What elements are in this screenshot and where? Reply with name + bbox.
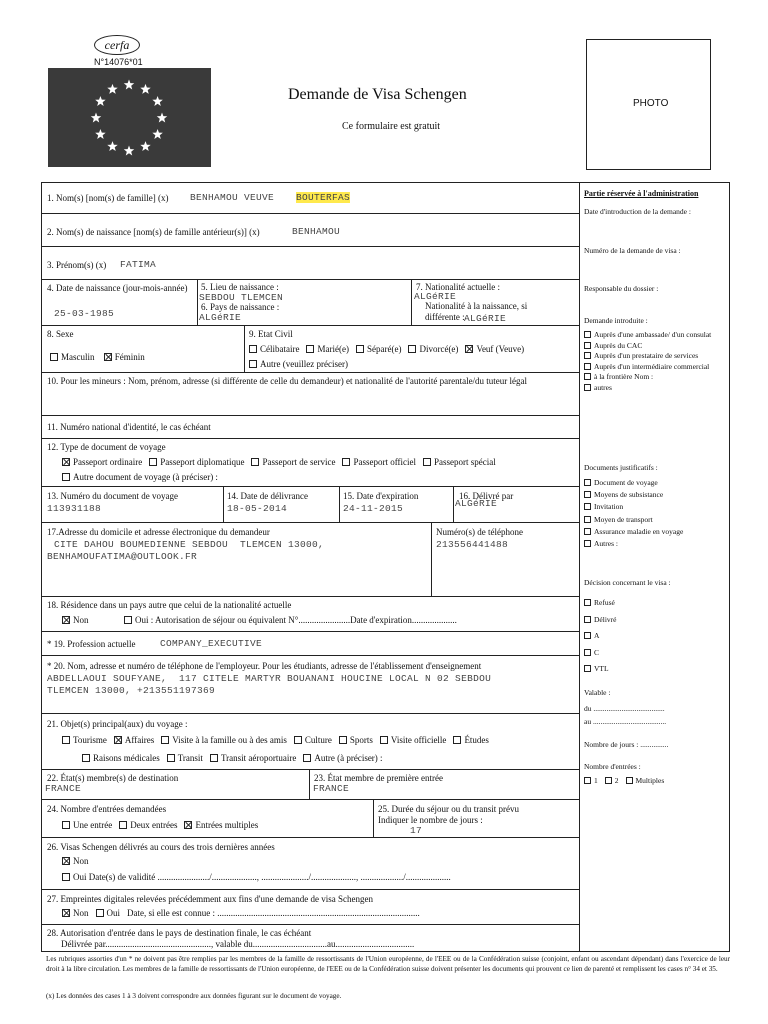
visas-yes-label: Oui Date(s) de validité ......................./...................., ...................../...................., .................../....................	[73, 872, 451, 882]
docs-insurance-option[interactable]	[584, 526, 683, 538]
sex-male-checkbox[interactable]	[50, 353, 58, 361]
admin-au: au .......................................	[584, 717, 667, 726]
decision-a-option[interactable]	[584, 628, 617, 645]
field-16-value[interactable]: ALGéRIE	[455, 498, 498, 509]
field-22-label: 22. État(s) membre(s) de destination	[47, 773, 179, 783]
cerfa-logo	[94, 35, 140, 55]
intro-cac-option[interactable]	[584, 341, 724, 352]
docs-travel-checkbox[interactable]	[584, 479, 591, 486]
admin-entrees-options	[584, 776, 671, 785]
docs-travel-option[interactable]	[584, 477, 683, 489]
civil-options	[249, 344, 531, 354]
field-13-label: 13. Numéro du document de voyage	[47, 491, 178, 501]
entries-double-option[interactable]	[119, 820, 177, 830]
doc-official-checkbox[interactable]	[342, 458, 350, 466]
purpose-options	[62, 735, 489, 745]
intro-embassy-option[interactable]	[584, 330, 724, 341]
fingerprints-yes-label: Oui	[106, 908, 120, 918]
docs-other-label: Autres :	[594, 539, 618, 549]
admin-nb-jours: Nombre de jours : ...............	[584, 740, 669, 749]
star-icon	[157, 113, 167, 123]
intro-other-label: autres	[594, 382, 612, 392]
field-17-value-line1[interactable]: CITE DAHOU BOUMEDIENNE SEBDOU TLEMCEN 13000,	[54, 539, 325, 550]
row-field-28	[42, 925, 580, 952]
purpose-family-option[interactable]	[161, 735, 287, 745]
doc-ordinary-label: Passeport ordinaire	[73, 457, 143, 467]
row-field-24-25	[42, 800, 580, 838]
admin-valable: Valable :	[584, 688, 611, 697]
photo-label: PHOTO	[633, 98, 669, 109]
field-23-label: 23. État membre de première entrée	[314, 773, 443, 783]
intro-embassy-checkbox[interactable]	[584, 331, 591, 338]
purpose-transit-label: Transit	[177, 753, 203, 763]
field-8-label: 8. Sexe	[47, 329, 74, 339]
residence-yes-checkbox[interactable]	[124, 616, 132, 624]
star-icon	[95, 129, 105, 139]
decision-a-checkbox[interactable]	[584, 632, 591, 639]
field-1-label: 1. Nom(s) [nom(s) de famille] (x)	[47, 193, 169, 203]
field-24-label: 24. Nombre d'entrées demandées	[47, 804, 167, 814]
docs-invitation-checkbox[interactable]	[584, 503, 591, 510]
purpose-family-label: Visite à la famille ou à des amis	[172, 735, 287, 745]
eu-flag	[48, 68, 211, 167]
field-12-label: 12. Type de document de voyage	[47, 442, 166, 452]
intro-border-checkbox[interactable]	[584, 373, 591, 380]
residence-yes-option[interactable]	[124, 615, 457, 625]
decision-refused-option[interactable]	[584, 595, 617, 612]
entrees-multi-option[interactable]	[626, 776, 665, 785]
purpose-sports-checkbox[interactable]	[339, 736, 347, 744]
entries-options	[62, 820, 265, 830]
star-icon	[107, 141, 117, 151]
visas-no-checkbox[interactable]	[62, 857, 70, 865]
admin-num-demande: Numéro de la demande de visa :	[584, 246, 681, 255]
admin-nb-entrees: Nombre d'entrées :	[584, 762, 641, 771]
purpose-culture-option[interactable]	[294, 735, 332, 745]
entrees-two-checkbox[interactable]	[605, 777, 612, 784]
star-icon	[107, 84, 117, 94]
field-6-value[interactable]: ALGéRIE	[199, 312, 242, 323]
field-20-label: * 20. Nom, adresse et numéro de téléphone de l'employeur. Pour les étudiants, adresse de l'établissement d'enseignement	[47, 661, 482, 671]
field-2-value[interactable]: BENHAMOU	[292, 226, 341, 237]
purpose-transit-option[interactable]	[167, 753, 203, 763]
field-11-label: 11. Numéro national d'identité, le cas échéant	[47, 422, 211, 432]
field-27-label: 27. Empreintes digitales relevées précédemment aux fins d'une demande de visa Schengen	[47, 894, 374, 904]
intro-other-checkbox[interactable]	[584, 384, 591, 391]
field-28-label: 28. Autorisation d'entrée dans le pays de destination finale, le cas échéant	[47, 928, 312, 938]
civil-divorced-option[interactable]	[408, 344, 458, 354]
purpose-business-label: Affaires	[124, 735, 155, 745]
row-field-19	[42, 632, 580, 656]
decision-issued-label: Délivré	[594, 614, 617, 624]
entrees-two-label: 2	[614, 776, 619, 785]
intro-cac-checkbox[interactable]	[584, 342, 591, 349]
field-7-label: 7. Nationalité actuelle :	[416, 282, 500, 292]
civil-married-checkbox[interactable]	[306, 345, 314, 353]
entries-double-checkbox[interactable]	[119, 821, 127, 829]
admin-decision-options	[584, 595, 617, 678]
civil-separated-checkbox[interactable]	[356, 345, 364, 353]
field-7b-label: Nationalité à la naissance, si différente :	[425, 301, 528, 322]
decision-vtl-label: VTL	[594, 664, 609, 673]
form-title: Demande de Visa Schengen	[288, 86, 467, 103]
purpose-airport-transit-checkbox[interactable]	[210, 754, 218, 762]
purpose-culture-label: Culture	[304, 735, 332, 745]
admin-decision-title: Décision concernant le visa :	[584, 578, 671, 587]
admin-title: Partie réservée à l'administration	[584, 189, 699, 198]
row-field-2	[42, 214, 580, 247]
docs-transport-label: Moyen de transport	[594, 514, 653, 524]
residence-no-option[interactable]	[62, 615, 89, 625]
intro-other-option[interactable]	[584, 383, 724, 394]
sex-female-option[interactable]	[104, 352, 145, 362]
purpose-business-checkbox[interactable]	[114, 736, 122, 744]
civil-other-option[interactable]	[249, 359, 348, 369]
admin-date-intro: Date d'introduction de la demande :	[584, 207, 691, 216]
doc-other-checkbox[interactable]	[62, 473, 70, 481]
admin-du: du ......................................	[584, 704, 665, 713]
field-17-value-line2[interactable]: BENHAMOUFATIMA@OUTLOOK.FR	[47, 551, 198, 562]
civil-widow-option[interactable]	[465, 344, 524, 354]
field-23-value[interactable]: FRANCE	[313, 783, 350, 794]
phone-label: Numéro(s) de téléphone	[436, 527, 523, 537]
fingerprints-date: Date, si elle est connue : ..........................................................................................	[127, 908, 420, 918]
visas-yes-checkbox[interactable]	[62, 873, 70, 881]
form-number: N°14076*01	[94, 57, 143, 67]
row-field-18	[42, 597, 580, 632]
fingerprints-yes-option[interactable]	[96, 908, 121, 918]
footer-note-2: (x) Les données des cases 1 à 3 doivent correspondre aux données figurant sur le document de voyage.	[46, 992, 342, 1000]
field-9-label: 9. Etat Civil	[249, 329, 293, 339]
field-20-value-line2[interactable]: TLEMCEN 13000, +213551197369	[47, 685, 216, 696]
entrees-multi-checkbox[interactable]	[626, 777, 633, 784]
purpose-official-checkbox[interactable]	[380, 736, 388, 744]
field-10-label: 10. Pour les mineurs : Nom, prénom, adresse (si différente de celle du demandeur) et nationalité de l'autorité parentale/du tuteur légal	[47, 376, 528, 386]
fingerprints-no-checkbox[interactable]	[62, 909, 70, 917]
civil-single-label: Célibataire	[260, 344, 300, 354]
decision-issued-checkbox[interactable]	[584, 616, 591, 623]
purpose-tourism-checkbox[interactable]	[62, 736, 70, 744]
civil-widow-label: Veuf (Veuve)	[476, 344, 525, 354]
entrees-one-option[interactable]	[584, 776, 598, 785]
cerfa-logo-text: cerfa	[104, 38, 130, 52]
entries-multiple-checkbox[interactable]	[184, 821, 192, 829]
doc-special-option[interactable]	[423, 457, 496, 467]
entrees-two-option[interactable]	[605, 776, 619, 785]
field-15-value[interactable]: 24-11-2015	[343, 503, 404, 514]
purpose-other-label: Autre (à préciser) :	[314, 753, 383, 763]
entries-single-option[interactable]	[62, 820, 112, 830]
star-icon	[124, 146, 134, 156]
field-16-label: 16. Délivré par	[459, 491, 514, 501]
field-4-value[interactable]: 25-03-1985	[54, 308, 115, 319]
star-icon	[152, 129, 162, 139]
field-25-sub: Indiquer le nombre de jours :	[378, 815, 483, 825]
docs-means-option[interactable]	[584, 489, 683, 501]
intro-commercial-option[interactable]	[584, 362, 724, 373]
docs-transport-option[interactable]	[584, 514, 683, 526]
field-22-value[interactable]: FRANCE	[45, 783, 82, 794]
purpose-sports-label: Sports	[349, 735, 373, 745]
visas-no-label: Non	[73, 856, 89, 866]
decision-vtl-option[interactable]	[584, 661, 617, 678]
field-1-value[interactable]: BENHAMOU VEUVE	[190, 192, 275, 203]
entrees-one-checkbox[interactable]	[584, 777, 591, 784]
visas-no-option[interactable]	[62, 856, 89, 866]
field-28-value: Délivrée par..............................................., valable du.................................au...................................	[61, 939, 415, 949]
purpose-options-2	[82, 753, 390, 763]
field-3-label: 3. Prénom(s) (x)	[47, 260, 107, 270]
field-7b-value[interactable]: ALGéRIE	[464, 313, 507, 324]
decision-refused-label: Refusé	[594, 598, 615, 607]
admin-docs-title: Documents justificatifs :	[584, 463, 658, 472]
row-field-17	[42, 523, 580, 597]
field-7-value[interactable]: ALGéRIE	[414, 291, 457, 302]
row-field-20	[42, 656, 580, 714]
sex-female-label: Féminin	[114, 352, 145, 362]
civil-divorced-checkbox[interactable]	[408, 345, 416, 353]
civil-other-checkbox[interactable]	[249, 360, 257, 368]
purpose-studies-checkbox[interactable]	[453, 736, 461, 744]
doc-special-checkbox[interactable]	[423, 458, 431, 466]
field-2-label: 2. Nom(s) de naissance [nom(s) de famille antérieur(s)] (x)	[47, 227, 260, 237]
doc-service-label: Passeport de service	[262, 457, 336, 467]
admin-responsable: Responsable du dossier :	[584, 284, 659, 293]
civil-widow-checkbox[interactable]	[465, 345, 473, 353]
decision-a-label: A	[594, 631, 600, 640]
docs-insurance-checkbox[interactable]	[584, 528, 591, 535]
residence-yes-label: Oui : Autorisation de séjour ou équivalent N°.......................Date d'expiration....................	[135, 615, 457, 625]
row-field-21	[42, 714, 580, 770]
field-6-label: 6. Pays de naissance :	[201, 302, 280, 312]
docs-invitation-label: Invitation	[594, 502, 624, 512]
decision-c-label: C	[594, 647, 600, 657]
purpose-sports-option[interactable]	[339, 735, 373, 745]
field-14-value[interactable]: 18-05-2014	[227, 503, 288, 514]
fingerprints-yes-checkbox[interactable]	[96, 909, 104, 917]
row-field-13-16	[42, 487, 580, 523]
admin-docs-options	[584, 477, 683, 550]
field-15-label: 15. Date d'expiration	[343, 491, 419, 501]
intro-border-option[interactable]	[584, 372, 656, 383]
residence-no-checkbox[interactable]	[62, 616, 70, 624]
field-1-value-highlight[interactable]: BOUTERFAS	[296, 192, 351, 203]
doc-ordinary-option[interactable]	[62, 457, 142, 467]
row-field-22-23	[42, 770, 580, 800]
purpose-tourism-label: Tourisme	[73, 735, 107, 745]
field-18-label: 18. Résidence dans un pays autre que celui de la nationalité actuelle	[47, 600, 292, 610]
purpose-family-checkbox[interactable]	[161, 736, 169, 744]
field-19-value[interactable]: COMPANY_EXECUTIVE	[160, 638, 263, 649]
doc-other-label: Autre document de voyage (à préciser) :	[73, 472, 218, 482]
purpose-other-checkbox[interactable]	[303, 754, 311, 762]
intro-cac-label: Auprès du CAC	[594, 340, 643, 350]
fingerprints-no-label: Non	[73, 908, 89, 918]
row-field-3	[42, 247, 580, 280]
purpose-official-option[interactable]	[380, 735, 447, 745]
civil-single-checkbox[interactable]	[249, 345, 257, 353]
field-5-label: 5. Lieu de naissance :	[201, 282, 279, 292]
star-icon	[95, 96, 105, 106]
field-21-label: 21. Objet(s) principal(aux) du voyage :	[47, 719, 188, 729]
purpose-medical-checkbox[interactable]	[82, 754, 90, 762]
entrees-one-label: 1	[594, 776, 598, 785]
purpose-transit-checkbox[interactable]	[167, 754, 175, 762]
docs-insurance-label: Assurance maladie en voyage	[594, 526, 684, 536]
intro-provider-checkbox[interactable]	[584, 352, 591, 359]
sex-male-option[interactable]	[50, 352, 95, 362]
form-subtitle: Ce formulaire est gratuit	[342, 121, 441, 132]
row-field-8-9	[42, 326, 580, 373]
sex-female-checkbox[interactable]	[104, 353, 112, 361]
entries-multiple-option[interactable]	[184, 820, 258, 830]
star-icon	[124, 80, 134, 90]
row-field-10	[42, 373, 580, 416]
docs-other-checkbox[interactable]	[584, 540, 591, 547]
docs-means-label: Moyens de subsistance	[594, 490, 664, 500]
decision-vtl-checkbox[interactable]	[584, 665, 591, 672]
decision-c-option[interactable]	[584, 645, 617, 662]
field-5-value[interactable]: SEBDOU TLEMCEN	[199, 292, 284, 303]
photo-box	[586, 39, 711, 170]
doc-service-option[interactable]	[251, 457, 335, 467]
field-25-value[interactable]: 17	[410, 825, 423, 836]
field-26-label: 26. Visas Schengen délivrés au cours des trois dernières années	[47, 842, 275, 852]
doc-diplomatic-label: Passeport diplomatique	[160, 457, 245, 467]
field-17-label: 17.Adresse du domicile et adresse électronique du demandeur	[47, 527, 270, 537]
field-25-label: 25. Durée du séjour ou du transit prévu	[378, 804, 519, 814]
star-icon	[140, 141, 150, 151]
purpose-tourism-option[interactable]	[62, 735, 107, 745]
star-icon	[140, 84, 150, 94]
civil-married-option[interactable]	[306, 344, 348, 354]
purpose-studies-option[interactable]	[453, 735, 489, 745]
visas-yes-option[interactable]	[62, 872, 451, 882]
doc-special-label: Passeport spécial	[434, 457, 496, 467]
intro-embassy-label: Auprès d'une ambassade/ d'un consulat	[594, 330, 712, 339]
doc-official-option[interactable]	[342, 457, 416, 467]
decision-c-checkbox[interactable]	[584, 649, 591, 656]
civil-separated-option[interactable]	[356, 344, 401, 354]
entrees-multi-label: Multiples	[635, 776, 665, 785]
admin-intro-options	[584, 330, 724, 393]
intro-provider-label: Auprès d'un prestataire de services	[594, 351, 699, 360]
field-19-label: * 19. Profession actuelle	[47, 639, 136, 649]
phone-value[interactable]: 213556441488	[436, 539, 509, 550]
sex-options	[50, 352, 152, 362]
row-field-4-7	[42, 280, 580, 326]
entries-single-label: Une entrée	[73, 820, 113, 830]
field-3-value[interactable]: FATIMA	[120, 259, 157, 270]
civil-separated-label: Séparé(e)	[366, 344, 402, 354]
purpose-culture-checkbox[interactable]	[294, 736, 302, 744]
star-icon	[91, 113, 101, 123]
purpose-other-option[interactable]	[303, 753, 382, 763]
doc-type-options	[62, 457, 496, 467]
footer-note-1: Les rubriques assorties d'un * ne doivent pas être remplies par les membres de la famille de ressortissants de l'Union européenne, de l'EEE ou de la Confédération suisse (conjoint, enfant ou ascendant dépendant) dans l'exercice de leur droit à la libre circulation. Les membres de la famille de ressortissants de l'Union européenne, de l'EEE ou de la Confédération suisse doivent présenter les documents qui prouvent ce lien de parenté et remplissent les cases n° 34 et 35.	[46, 955, 730, 973]
civil-single-option[interactable]	[249, 344, 299, 354]
doc-other-option[interactable]	[62, 472, 218, 482]
row-field-27	[42, 890, 580, 925]
admin-demande-intro: Demande introduite :	[584, 316, 648, 325]
docs-other-option[interactable]	[584, 538, 683, 550]
entries-double-label: Deux entrées	[130, 820, 178, 830]
purpose-medical-label: Raisons médicales	[93, 753, 160, 763]
docs-invitation-option[interactable]	[584, 501, 683, 513]
intro-border-label: à la frontière Nom :	[594, 372, 654, 381]
field-14-label: 14. Date de délivrance	[227, 491, 308, 501]
civil-other-label: Autre (veuillez préciser)	[260, 359, 348, 369]
docs-transport-checkbox[interactable]	[584, 516, 591, 523]
sex-male-label: Masculin	[61, 352, 95, 362]
civil-divorced-label: Divorcé(e)	[419, 344, 459, 354]
row-field-11	[42, 416, 580, 439]
star-icon	[152, 96, 162, 106]
doc-official-label: Passeport officiel	[353, 457, 417, 467]
row-field-12	[42, 439, 580, 487]
purpose-airport-transit-label: Transit aéroportuaire	[220, 753, 297, 763]
purpose-official-label: Visite officielle	[390, 735, 447, 745]
entries-single-checkbox[interactable]	[62, 821, 70, 829]
doc-diplomatic-checkbox[interactable]	[149, 458, 157, 466]
purpose-airport-transit-option[interactable]	[210, 753, 296, 763]
docs-means-checkbox[interactable]	[584, 491, 591, 498]
docs-travel-label: Document de voyage	[594, 478, 658, 487]
decision-refused-checkbox[interactable]	[584, 599, 591, 606]
row-field-26	[42, 838, 580, 890]
field-13-value[interactable]: 113931188	[47, 503, 102, 514]
civil-married-label: Marié(e)	[317, 344, 349, 354]
purpose-business-option[interactable]	[114, 735, 154, 745]
row-field-1	[42, 182, 580, 214]
doc-diplomatic-option[interactable]	[149, 457, 244, 467]
fingerprints-no-option[interactable]	[62, 908, 89, 918]
doc-ordinary-checkbox[interactable]	[62, 458, 70, 466]
intro-provider-option[interactable]	[584, 351, 724, 362]
eu-stars-icon	[48, 68, 211, 167]
doc-service-checkbox[interactable]	[251, 458, 259, 466]
intro-commercial-checkbox[interactable]	[584, 363, 591, 370]
entries-multiple-label: Entrées multiples	[195, 820, 259, 830]
field-4-label: 4. Date de naissance (jour-mois-année)	[47, 283, 188, 293]
purpose-medical-option[interactable]	[82, 753, 160, 763]
field-20-value-line1[interactable]: ABDELLAOUI SOUFYANE, 117 CITELE MARTYR BOUANANI HOUCINE LOCAL N 02 SEBDOU	[47, 673, 492, 684]
fingerprints-options	[62, 908, 420, 918]
decision-issued-option[interactable]	[584, 612, 617, 629]
residence-no-label: Non	[73, 615, 89, 625]
purpose-studies-label: Études	[464, 735, 489, 745]
intro-commercial-label: Auprès d'un intermédiaire commercial	[594, 361, 710, 371]
